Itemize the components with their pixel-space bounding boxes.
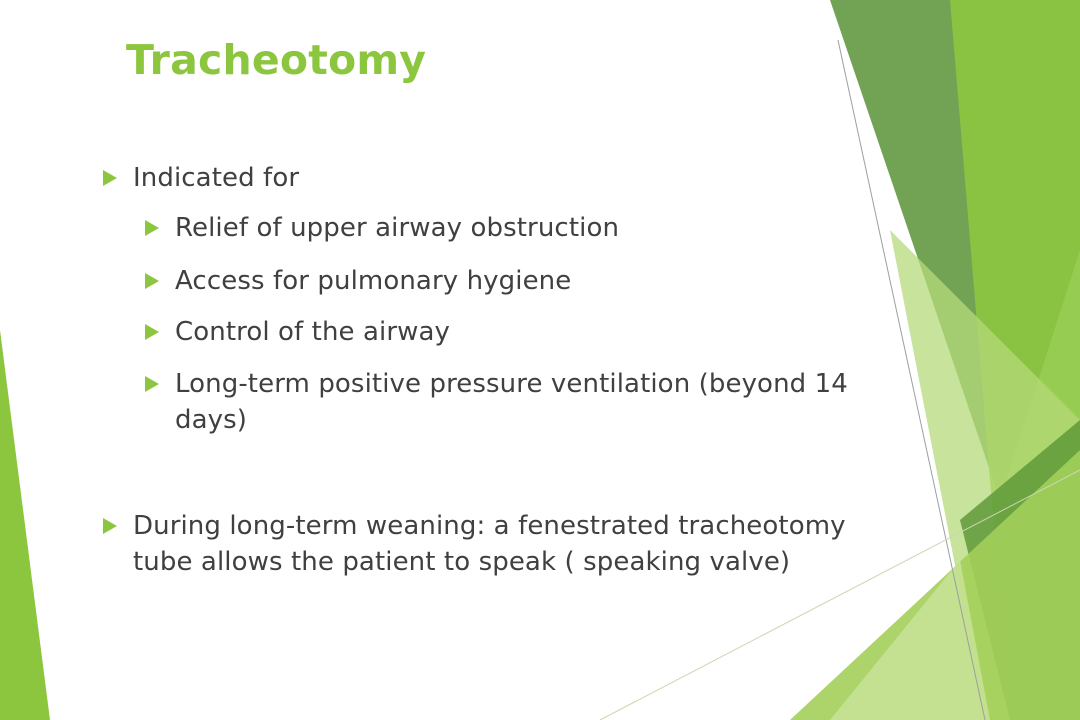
bullet-indicated-for bbox=[103, 160, 908, 196]
bullet-text: Indicated for bbox=[133, 163, 300, 193]
triangle-right-icon bbox=[145, 376, 159, 392]
bullet-text: Control of the airway bbox=[175, 317, 451, 347]
sub-bullet-pulmonary-hygiene bbox=[145, 263, 910, 299]
bullet-long-term-weaning bbox=[103, 508, 908, 580]
sub-bullet-ventilation bbox=[145, 366, 910, 438]
triangle-right-icon bbox=[145, 220, 159, 236]
triangle-right-icon bbox=[103, 170, 117, 186]
sub-bullet-airway-control bbox=[145, 314, 910, 350]
bullet-text: Relief of upper airway obstruction bbox=[175, 213, 620, 243]
bullet-text: During long-term weaning: a fenestrated tracheotomy tube allows the patient to speak ( speaking valve) bbox=[133, 511, 846, 577]
sub-bullet-relief-obstruction bbox=[145, 210, 910, 246]
triangle-right-icon bbox=[103, 518, 117, 534]
triangle-right-icon bbox=[145, 324, 159, 340]
bullet-text: Long-term positive pressure ventilation (beyond 14 days) bbox=[175, 369, 848, 435]
bullet-text: Access for pulmonary hygiene bbox=[175, 266, 572, 296]
triangle-right-icon bbox=[145, 273, 159, 289]
slide-title: Tracheotomy bbox=[126, 36, 427, 84]
